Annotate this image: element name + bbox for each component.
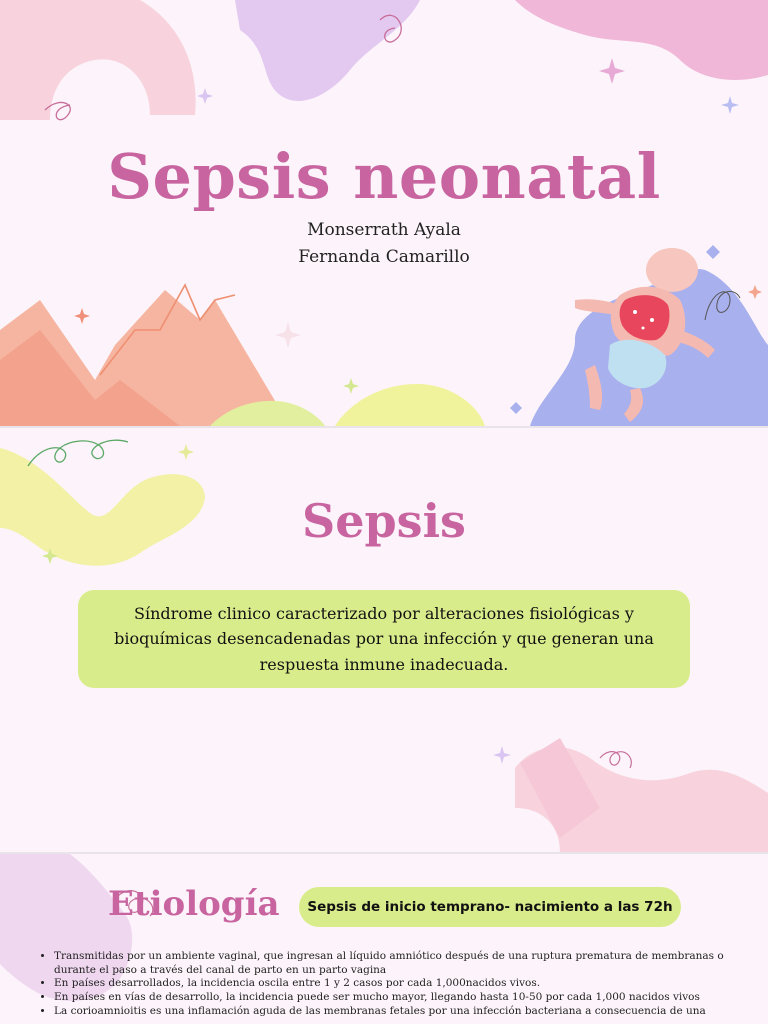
sparkle-icon <box>74 308 90 324</box>
section-title: Sepsis <box>302 494 466 548</box>
sparkle-icon <box>599 58 625 84</box>
sparkle-icon <box>748 285 762 299</box>
onset-pill: Sepsis de inicio temprano- nacimiento a las 72h <box>299 887 681 927</box>
definition-box <box>78 590 690 688</box>
pink-blob-shape <box>515 0 768 80</box>
slide-sepsis <box>0 428 768 852</box>
etiology-list <box>42 950 734 1018</box>
squiggle-icon <box>28 440 128 466</box>
list-item: • Transmitidas por un ambiente vaginal, que ingresan al líquido amniótico después de una ruptura prematura de membranas o durante el paso a través del canal de parto en un parto vagina <box>54 950 734 977</box>
sparkle-icon <box>493 746 511 764</box>
cover-decoration <box>0 0 768 426</box>
list-item: • En países desarrollados, la incidencia oscila entre 1 y 2 casos por cada 1,000nacidos vivos. <box>54 977 734 991</box>
definition-text: Síndrome clinico caracterizado por alteraciones fisiológicas y bioquímicas desencadenadas por una infección y que generan una respuesta inmune inadecuada. <box>114 603 654 674</box>
yellow-hill-shape <box>335 384 485 426</box>
slide-cover <box>0 0 768 426</box>
sparkle-icon <box>721 96 739 114</box>
slide-etiologia <box>0 854 768 1024</box>
pink-arch-shape <box>0 0 196 120</box>
squiggle-icon <box>600 752 631 768</box>
author-name: Fernanda Camarillo <box>298 247 470 267</box>
sparkle-icon <box>343 378 359 394</box>
list-item: • La corioamnioitis es una inflamación aguda de las membranas fetales por una infección bacteriana a consecuencia de una <box>54 1005 734 1019</box>
page-title: Sepsis neonatal <box>107 140 661 213</box>
author-name: Monserrath Ayala <box>307 220 461 240</box>
section-title: Etiología <box>108 884 280 924</box>
sparkle-icon <box>178 444 194 460</box>
sparkle-icon <box>197 88 213 104</box>
sparkle-icon <box>275 322 301 348</box>
list-item: • En países en vías de desarrollo, la incidencia puede ser mucho mayor, llegando hasta 10-50 por cada 1,000 nacidos vivos <box>54 991 734 1005</box>
